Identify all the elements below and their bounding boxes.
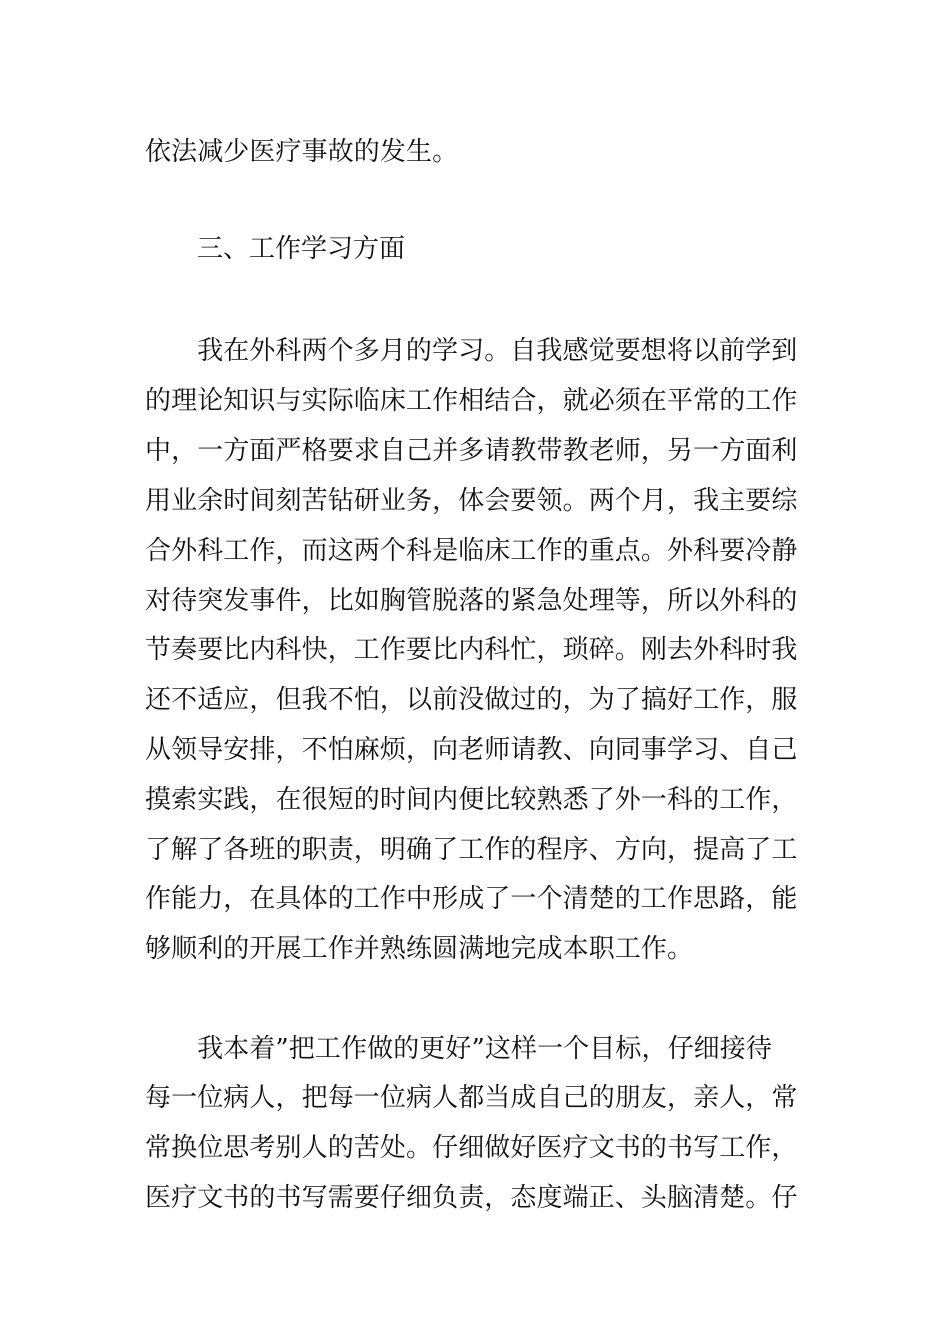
paragraph-2-line: 医疗文书的书写需要仔细负责，态度端正、头脑清楚。仔	[145, 1183, 798, 1213]
paragraph-1-line: 中，一方面严格要求自己并多请教带教老师，另一方面利	[145, 436, 798, 466]
paragraph-2-line: 常换位思考别人的苦处。仔细做好医疗文书的书写工作，	[145, 1133, 798, 1163]
intro-paragraph-end: 依法减少医疗事故的发生。	[145, 137, 459, 167]
paragraph-1-line: 节奏要比内科快，工作要比内科忙，琐碎。刚去外科时我	[145, 635, 798, 665]
paragraph-2-line: 每一位病人，把每一位病人都当成自己的朋友，亲人，常	[145, 1083, 798, 1113]
paragraph-1-line: 对待突发事件，比如胸管脱落的紧急处理等，所以外科的	[145, 586, 798, 616]
paragraph-1-line: 的理论知识与实际临床工作相结合，就必须在平常的工作	[145, 386, 798, 416]
section-heading: 三、工作学习方面	[197, 234, 406, 264]
paragraph-1-line: 我在外科两个多月的学习。自我感觉要想将以前学到	[171, 336, 798, 366]
paragraph-1-line: 了解了各班的职责，明确了工作的程序、方向，提高了工	[145, 835, 798, 865]
paragraph-1-line: 够顺利的开展工作并熟练圆满地完成本职工作。	[145, 934, 694, 964]
paragraph-1-line: 作能力，在具体的工作中形成了一个清楚的工作思路，能	[145, 884, 798, 914]
paragraph-1-line: 从领导安排，不怕麻烦，向老师请教、向同事学习、自己	[145, 735, 798, 765]
paragraph-1-line: 用业余时间刻苦钻研业务，体会要领。两个月，我主要综	[145, 486, 798, 516]
paragraph-1-line: 合外科工作，而这两个科是临床工作的重点。外科要冷静	[145, 536, 798, 566]
paragraph-1-line: 摸索实践，在很短的时间内便比较熟悉了外一科的工作，	[145, 785, 798, 815]
paragraph-1-line: 还不适应，但我不怕，以前没做过的，为了搞好工作，服	[145, 685, 798, 715]
paragraph-2-line: 我本着”把工作做的更好”这样一个目标，仔细接待	[171, 1034, 772, 1064]
